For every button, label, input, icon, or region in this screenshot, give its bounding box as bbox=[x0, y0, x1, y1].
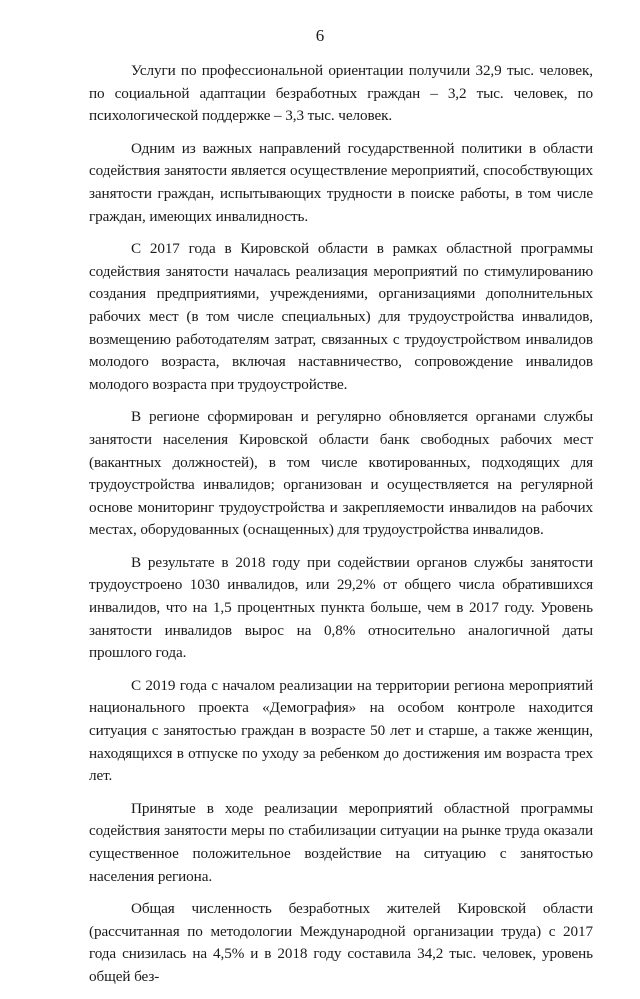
paragraph-2018-results: В результате в 2018 году при содействии органов службы занятости трудоустроено 1030 инвалидов, или 29,2% от общего числа обратившихся инвалидов, что на 1,5 процентных пункта больше, чем в 2017 году. Уровень занятости инвалидов вырос на 0,8% относительно аналогичной даты прошлого года. bbox=[89, 553, 593, 662]
paragraph-employment-policy: Одним из важных направлений государственной политики в области содействия занятости является осуществление мероприятий, способствующих занятости граждан, испытывающих трудности в поиске работы, в том числе граждан, имеющих инвалидность. bbox=[89, 139, 593, 225]
paragraph-unemployment-total: Общая численность безработных жителей Кировской области (рассчитанная по методологии Международной организации труда) с 2017 года снизилась на 4,5% и в 2018 году составила 34,2 тыс. человек, уровень общей без- bbox=[89, 900, 593, 985]
paragraph-program-impact: Принятые в ходе реализации мероприятий областной программы содействия занятости меры по стабилизации ситуации на рынке труда оказали существенное положительное воздействие на ситуацию с занятостью населения региона. bbox=[89, 799, 593, 885]
document-body bbox=[89, 60, 593, 999]
paragraph-career-guidance: Услуги по профессиональной ориентации получили 32,9 тыс. человек, по социальной адаптации безработных граждан – 3,2 тыс. человек, по психологической поддержке – 3,3 тыс. человек. bbox=[89, 62, 593, 125]
page-number: 6 bbox=[315, 26, 325, 45]
paragraph-demography-project: С 2019 года с началом реализации на территории региона мероприятий национального проекта «Демография» на особом контроле находится ситуация с занятостью граждан в возрасте 50 лет и старше, а также женщин, находящихся в отпуске по уходу за ребенком до достижения им возраста трех лет. bbox=[89, 676, 593, 785]
paragraph-regional-program: С 2017 года в Кировской области в рамках областной программы содействия занятости началась реализация мероприятий по стимулированию создания предприятиями, учреждениями, организациями дополнительных рабочих мест (в том числе специальных) для трудоустройства инвалидов, возмещению работодателям затрат, связанных с трудоустройством инвалидов молодого возраста, включая наставничество, сопровождение инвалидов молодого возраста при трудоустройстве. bbox=[89, 240, 593, 393]
paragraph-vacancy-bank: В регионе сформирован и регулярно обновляется органами службы занятости населения Кировской области банк свободных рабочих мест (вакантных должностей), в том числе квотированных, подходящих для трудоустройства инвалидов; организован и осуществляется на регулярной основе мониторинг трудоустройства и закрепляемости инвалидов на рабочих местах, оборудованных (оснащенных) для трудоустройства инвалидов. bbox=[89, 408, 593, 539]
